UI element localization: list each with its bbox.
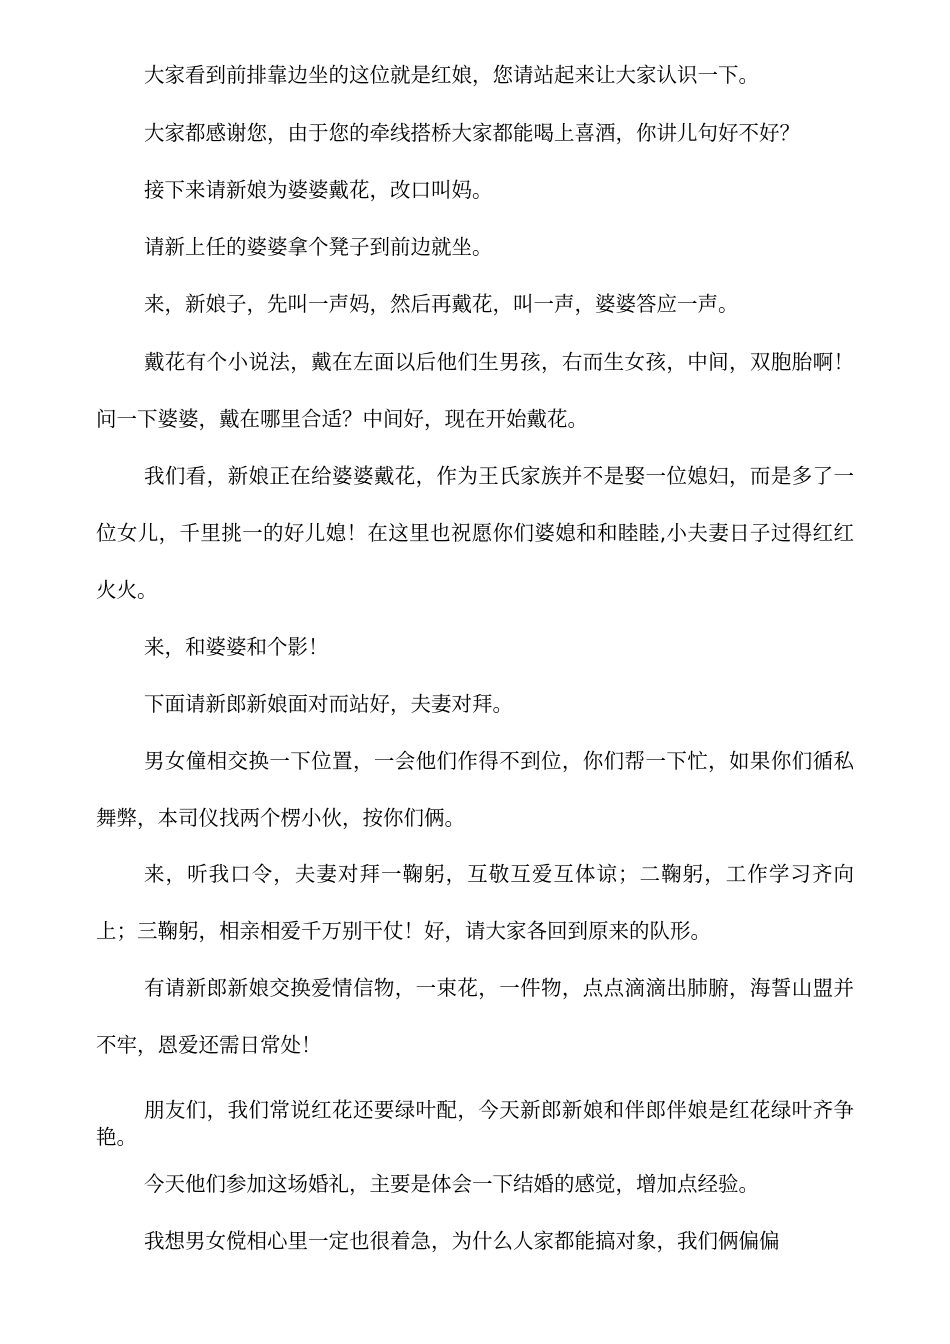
paragraph-11: 来，听我口令，夫妻对拜一鞠躬，互敬互爱互体谅；二鞠躬，工作学习齐向上；三鞠躬，相亲相爱千万别干仗！好，请大家各回到原来的队形。	[96, 862, 854, 943]
paragraph-9: 下面请新郎新娘面对而站好，夫妻对拜。	[144, 692, 513, 716]
paragraph-13: 朋友们，我们常说红花还要绿叶配，今天新郎新娘和伴郎伴娘是红花绿叶齐争艳。	[96, 1098, 854, 1149]
paragraph-7: 我们看，新娘正在给婆婆戴花，作为王氏家族并不是娶一位媳妇，而是多了一位女儿，千里挑一的好儿媳！在这里也祝愿你们婆媳和和睦睦,小夫妻日子过得红红火火。	[96, 464, 854, 602]
paragraph-12: 有请新郎新娘交换爱情信物，一束花，一件物，点点滴滴出肺腑，海誓山盟并不牢，恩爱还需日常处！	[96, 976, 854, 1057]
paragraph-2: 大家都感谢您，由于您的牵线搭桥大家都能喝上喜酒，你讲儿句好不好？	[144, 121, 800, 145]
paragraph-8: 来，和婆婆和个影！	[144, 635, 329, 659]
paragraph-6: 戴花有个小说法，戴在左面以后他们生男孩，右而生女孩，中间，双胞胎啊！问一下婆婆，戴在哪里合适？中间好，现在开始戴花。	[96, 350, 854, 431]
paragraph-1: 大家看到前排靠边坐的这位就是红娘，您请站起来让大家认识一下。	[144, 63, 759, 87]
paragraph-15: 我想男女傥相心里一定也很着急，为什么人家都能搞对象，我们俩偏偏	[144, 1229, 780, 1253]
paragraph-3: 接下来请新娘为婆婆戴花，改口叫妈。	[144, 178, 493, 202]
paragraph-4: 请新上任的婆婆拿个凳子到前边就坐。	[144, 235, 493, 259]
paragraph-14: 今天他们参加这场婚礼，主要是体会一下结婚的感觉，增加点经验。	[144, 1172, 759, 1196]
paragraph-5: 来，新娘子，先叫一声妈，然后再戴花，叫一声，婆婆答应一声。	[144, 292, 739, 316]
paragraph-10: 男女僮相交换一下位置，一会他们作得不到位，你们帮一下忙，如果你们循私舞弊，本司仪找两个楞小伙，按你们俩。	[96, 749, 854, 830]
